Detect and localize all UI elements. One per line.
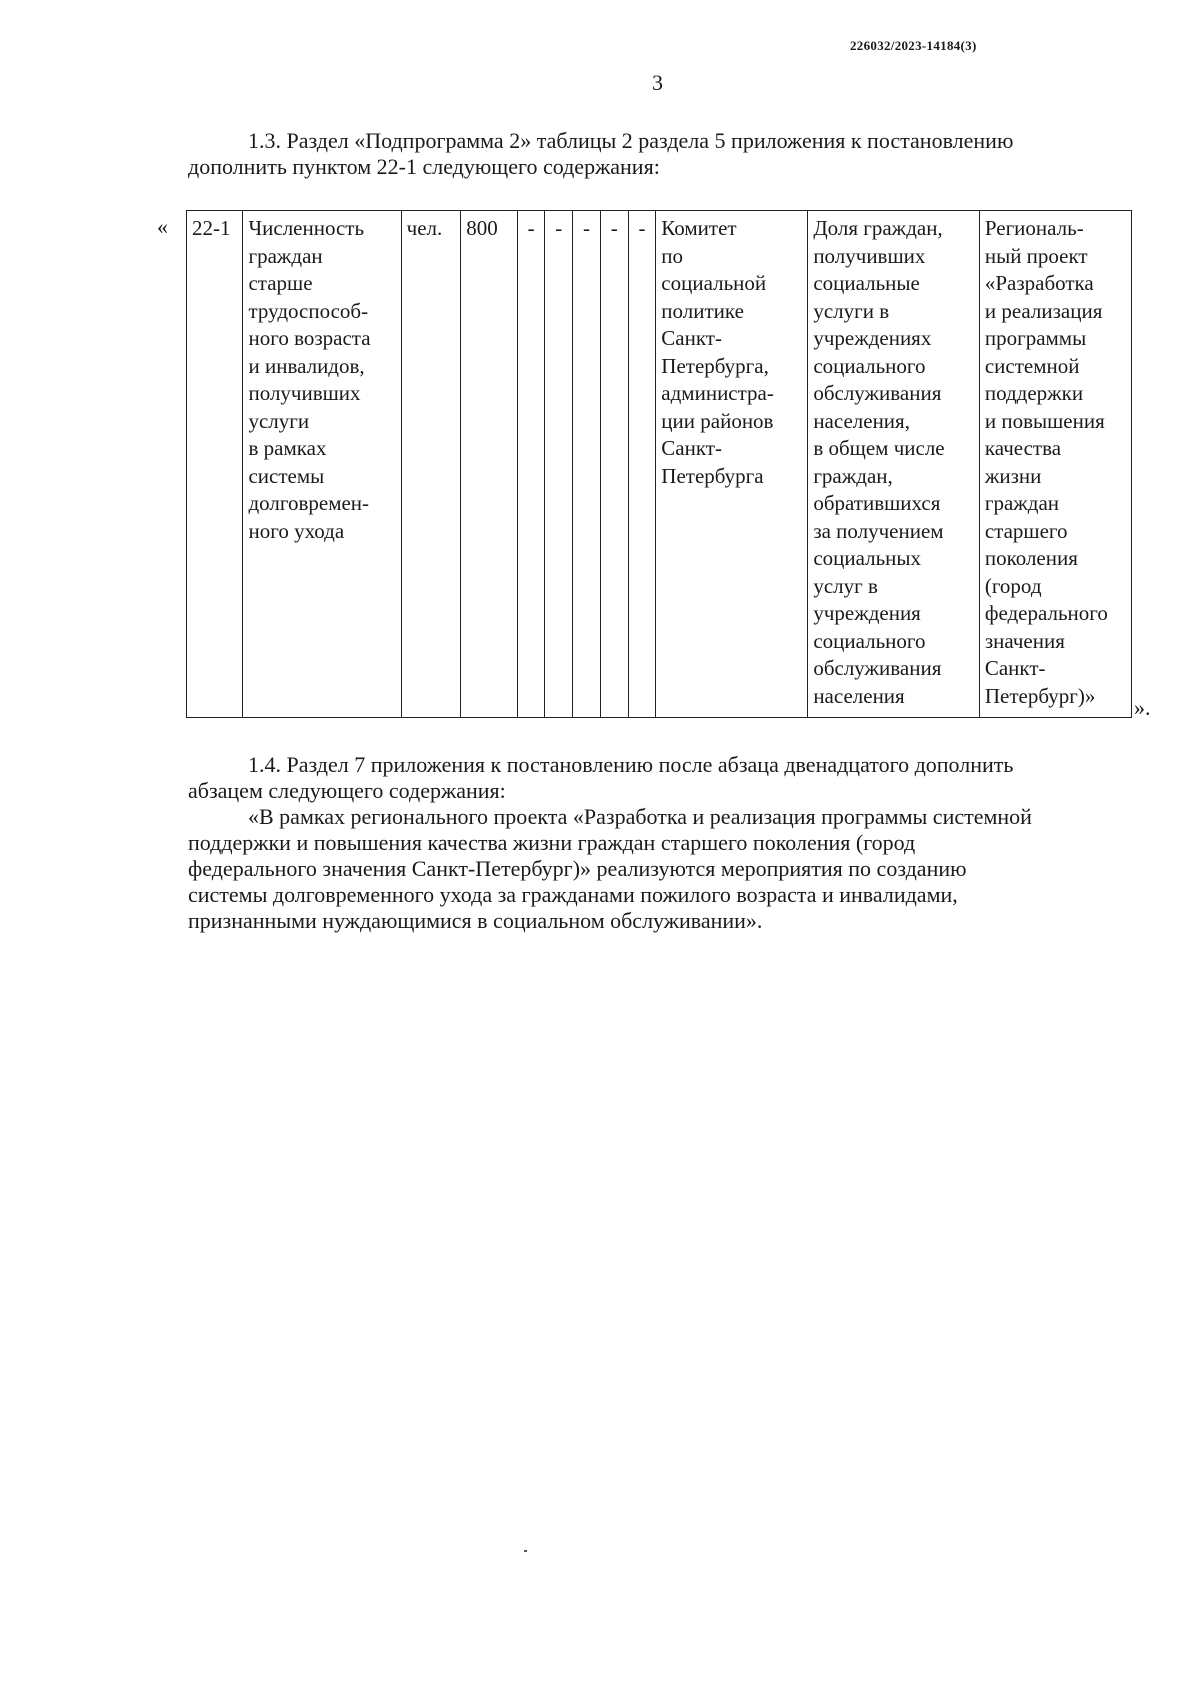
closing-quote: ». <box>1134 695 1151 720</box>
scan-speck <box>524 1550 527 1552</box>
indicator-cell: Численность граждан старше трудоспособ- ного возраста и инвалидов, получивших услуги в рамках системы долговремен- ного ухода <box>243 211 401 718</box>
item-number-cell: 22-1 <box>187 211 243 718</box>
quoted-text-line: поддержки и повышения качества жизни граждан старшего поколения (город <box>188 830 916 855</box>
dash-cell: - <box>573 211 601 718</box>
section-1-4-line-2: абзацем следующего содержания: <box>188 778 506 803</box>
section-1-3-line-1: 1.3. Раздел «Подпрограмма 2» таблицы 2 раздела 5 приложения к постановлению <box>248 128 1014 153</box>
page-number: 3 <box>652 70 663 95</box>
executor-cell: Комитет по социальной политике Санкт- Петербурга, администра- ции районов Санкт- Петербурга <box>656 211 808 718</box>
target-indicator-cell: Доля граждан, получивших социальные услуги в учреждениях социального обслуживания населения, в общем числе граждан, обратившихся за получением социальных услуг в учреждения социального обслуживания населения <box>808 211 980 718</box>
unit-cell: чел. <box>401 211 461 718</box>
dash-cell: - <box>628 211 656 718</box>
amendment-table <box>186 210 1132 718</box>
quoted-text-line: признанными нуждающимися в социальном обслуживании». <box>188 908 763 933</box>
quoted-text-line: системы долговременного ухода за гражданами пожилого возраста и инвалидами, <box>188 882 958 907</box>
section-1-3-line-2: дополнить пунктом 22-1 следующего содержания: <box>188 154 660 179</box>
section-1-4-line-1: 1.4. Раздел 7 приложения к постановлению после абзаца двенадцатого дополнить <box>248 752 1014 777</box>
dash-cell: - <box>517 211 545 718</box>
value-cell: 800 <box>461 211 517 718</box>
opening-quote: « <box>157 214 168 239</box>
quoted-text-line: федерального значения Санкт-Петербург)» реализуются мероприятия по созданию <box>188 856 967 881</box>
document-id: 226032/2023-14184(3) <box>850 38 977 53</box>
section-1-4-paragraph <box>188 752 1134 934</box>
table-row <box>187 211 1132 718</box>
dash-cell: - <box>545 211 573 718</box>
section-1-3-paragraph <box>188 128 1134 180</box>
regional-project-cell: Региональ- ный проект «Разработка и реализация программы системной поддержки и повышения качества жизни граждан старшего поколения (город федерального значения Санкт- Петербург)» <box>979 211 1131 718</box>
quoted-text-line: «В рамках регионального проекта «Разработка и реализация программы системной <box>248 804 1032 829</box>
dash-cell: - <box>600 211 628 718</box>
